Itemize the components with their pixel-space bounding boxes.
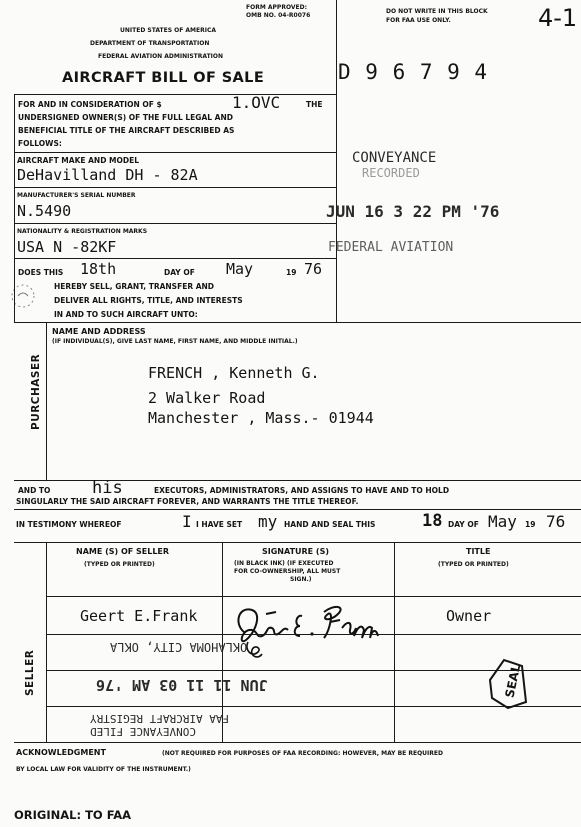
assigns-line-2: SINGULARLY THE SAID AIRCRAFT FOREVER, AND WARRANTS THE TITLE THEREOF.	[16, 497, 359, 506]
testimony-year: 76	[546, 512, 566, 531]
serial-value: N.5490	[17, 202, 72, 220]
signature-header: SIGNATURE (S)	[262, 547, 330, 556]
consideration-line-4: FOLLOWS:	[18, 139, 62, 148]
recorded-stamp: RECORDED	[362, 166, 420, 180]
signature-subheader-3: SIGN.)	[290, 576, 312, 583]
divider	[14, 258, 336, 259]
seller-side-label: SELLER	[24, 649, 36, 696]
divider	[14, 542, 581, 543]
divider	[14, 509, 581, 510]
divider	[46, 634, 581, 635]
assigns-pronoun: his	[92, 478, 123, 498]
divider	[14, 223, 336, 224]
omb-number: OMB NO. 04-R0076	[246, 12, 311, 19]
seal-label: SEAL	[502, 663, 524, 699]
acknowledgment-text-2: BY LOCAL LAW FOR VALIDITY OF THE INSTRUMENT.)	[16, 766, 191, 773]
recorded-date-stamp: JUN 16 3 22 PM '76	[326, 202, 500, 221]
year-prefix: 19	[286, 268, 297, 277]
offset-stamp-filed: CONVEYANCE FILED	[90, 725, 196, 738]
seller-name: Geert E.Frank	[80, 607, 198, 625]
purchaser-side-label: PURCHASER	[30, 353, 42, 430]
divider	[14, 187, 336, 188]
sale-day: 18th	[80, 260, 117, 278]
federal-aviation-stamp: FEDERAL AVIATION	[328, 240, 454, 255]
agency-line-2: DEPARTMENT OF TRANSPORTATION	[90, 40, 210, 47]
seller-side-divider	[46, 542, 47, 742]
notary-seal-mark-icon	[8, 282, 38, 310]
testimony-year-prefix: 19	[525, 520, 536, 529]
nationality-label: NATIONALITY & REGISTRATION MARKS	[17, 228, 148, 235]
consideration-amount: 1.OVC	[232, 93, 281, 112]
seller-signature	[226, 592, 398, 666]
make-model-label: AIRCRAFT MAKE AND MODEL	[17, 156, 140, 165]
testimony-day-of: DAY OF	[448, 520, 479, 529]
consideration-line-2: UNDERSIGNED OWNER(S) OF THE FULL LEGAL AND	[18, 113, 233, 122]
signature-subheader-1: (IN BLACK INK) (IF EXECUTED	[234, 560, 334, 567]
acknowledgment-text-1: (NOT REQUIRED FOR PURPOSES OF FAA RECORDING: HOWEVER, MAY BE REQUIRED	[162, 750, 443, 757]
day-of-label: DAY OF	[164, 268, 195, 277]
hereby-line-1: HEREBY SELL, GRANT, TRANSFER AND	[54, 282, 215, 291]
assigns-line-1: EXECUTORS, ADMINISTRATORS, AND ASSIGNS TO HAVE AND TO HOLD	[154, 486, 450, 495]
consideration-the: THE	[306, 100, 323, 109]
agency-line-3: FEDERAL AVIATION ADMINISTRATION	[98, 53, 224, 60]
nationality-value: USA N -82KF	[17, 238, 117, 256]
testimony-i: I	[182, 512, 192, 531]
seller-name-header: NAME (S) OF SELLER	[76, 547, 170, 556]
sale-year: 76	[304, 260, 323, 278]
sale-month: May	[226, 260, 254, 278]
divider	[14, 322, 581, 323]
original-to-faa-label: ORIGINAL: TO FAA	[14, 808, 132, 822]
divider	[14, 742, 581, 743]
testimony-day: 18	[422, 511, 443, 531]
purchaser-name: FRENCH , Kenneth G.	[148, 364, 320, 382]
offset-stamp-registry: FAA AIRCRAFT REGISTRY	[90, 712, 230, 725]
and-to-label: AND TO	[18, 486, 51, 495]
consideration-prefix: FOR AND IN CONSIDERATION OF $	[18, 100, 162, 109]
left-margin-line	[14, 94, 15, 322]
name-address-hint: (IF INDIVIDUAL(S), GIVE LAST NAME, FIRST NAME, AND MIDDLE INITIAL.)	[52, 338, 298, 345]
consideration-line-3: BENEFICIAL TITLE OF THE AIRCRAFT DESCRIBED AS	[18, 126, 235, 135]
name-address-label: NAME AND ADDRESS	[52, 327, 146, 336]
divider	[14, 94, 336, 95]
purchaser-street: 2 Walker Road	[148, 389, 266, 407]
faa-block-divider	[336, 0, 337, 322]
offset-stamp-city: OKLAHOMA CITY, OKLA	[110, 640, 248, 654]
purchaser-city: Manchester , Mass.- 01944	[148, 409, 374, 427]
purchaser-side-divider	[46, 322, 47, 480]
testimony-month: May	[488, 512, 517, 531]
testimony-have-set: I HAVE SET	[196, 520, 243, 529]
acknowledgment-label: ACKNOWLEDGMENT	[16, 748, 106, 757]
conveyance-stamp: CONVEYANCE	[352, 150, 437, 166]
seller-title: Owner	[446, 607, 492, 625]
title-subheader: (TYPED OR PRINTED)	[438, 561, 509, 568]
testimony-prefix: IN TESTIMONY WHEREOF	[16, 520, 122, 529]
handwritten-number: 4-1	[538, 4, 578, 32]
agency-line-1: UNITED STATES OF AMERICA	[120, 27, 217, 34]
does-this-label: DOES THIS	[18, 268, 64, 277]
offset-stamp-date: JUN 11 11 03 AM '76	[96, 676, 268, 694]
signature-subheader-2: FOR CO-OWNERSHIP, ALL MUST	[234, 568, 341, 575]
document-number: D 9 6 7 9 4	[338, 60, 489, 84]
do-not-write-label: DO NOT WRITE IN THIS BLOCK	[386, 8, 488, 15]
testimony-my: my	[258, 512, 278, 531]
hereby-line-3: IN AND TO SUCH AIRCRAFT UNTO:	[54, 310, 198, 319]
seller-name-subheader: (TYPED OR PRINTED)	[84, 561, 155, 568]
testimony-hand-seal: HAND AND SEAL THIS	[284, 520, 376, 529]
hereby-line-2: DELIVER ALL RIGHTS, TITLE, AND INTERESTS	[54, 296, 243, 305]
faa-use-label: FOR FAA USE ONLY.	[386, 17, 451, 24]
title-header: TITLE	[466, 547, 491, 556]
make-model-value: DeHavilland DH - 82A	[17, 166, 198, 184]
page-title: AIRCRAFT BILL OF SALE	[62, 70, 265, 86]
form-approved-label: FORM APPROVED:	[246, 4, 307, 11]
serial-label: MANUFACTURER'S SERIAL NUMBER	[17, 192, 136, 199]
divider	[14, 152, 336, 153]
